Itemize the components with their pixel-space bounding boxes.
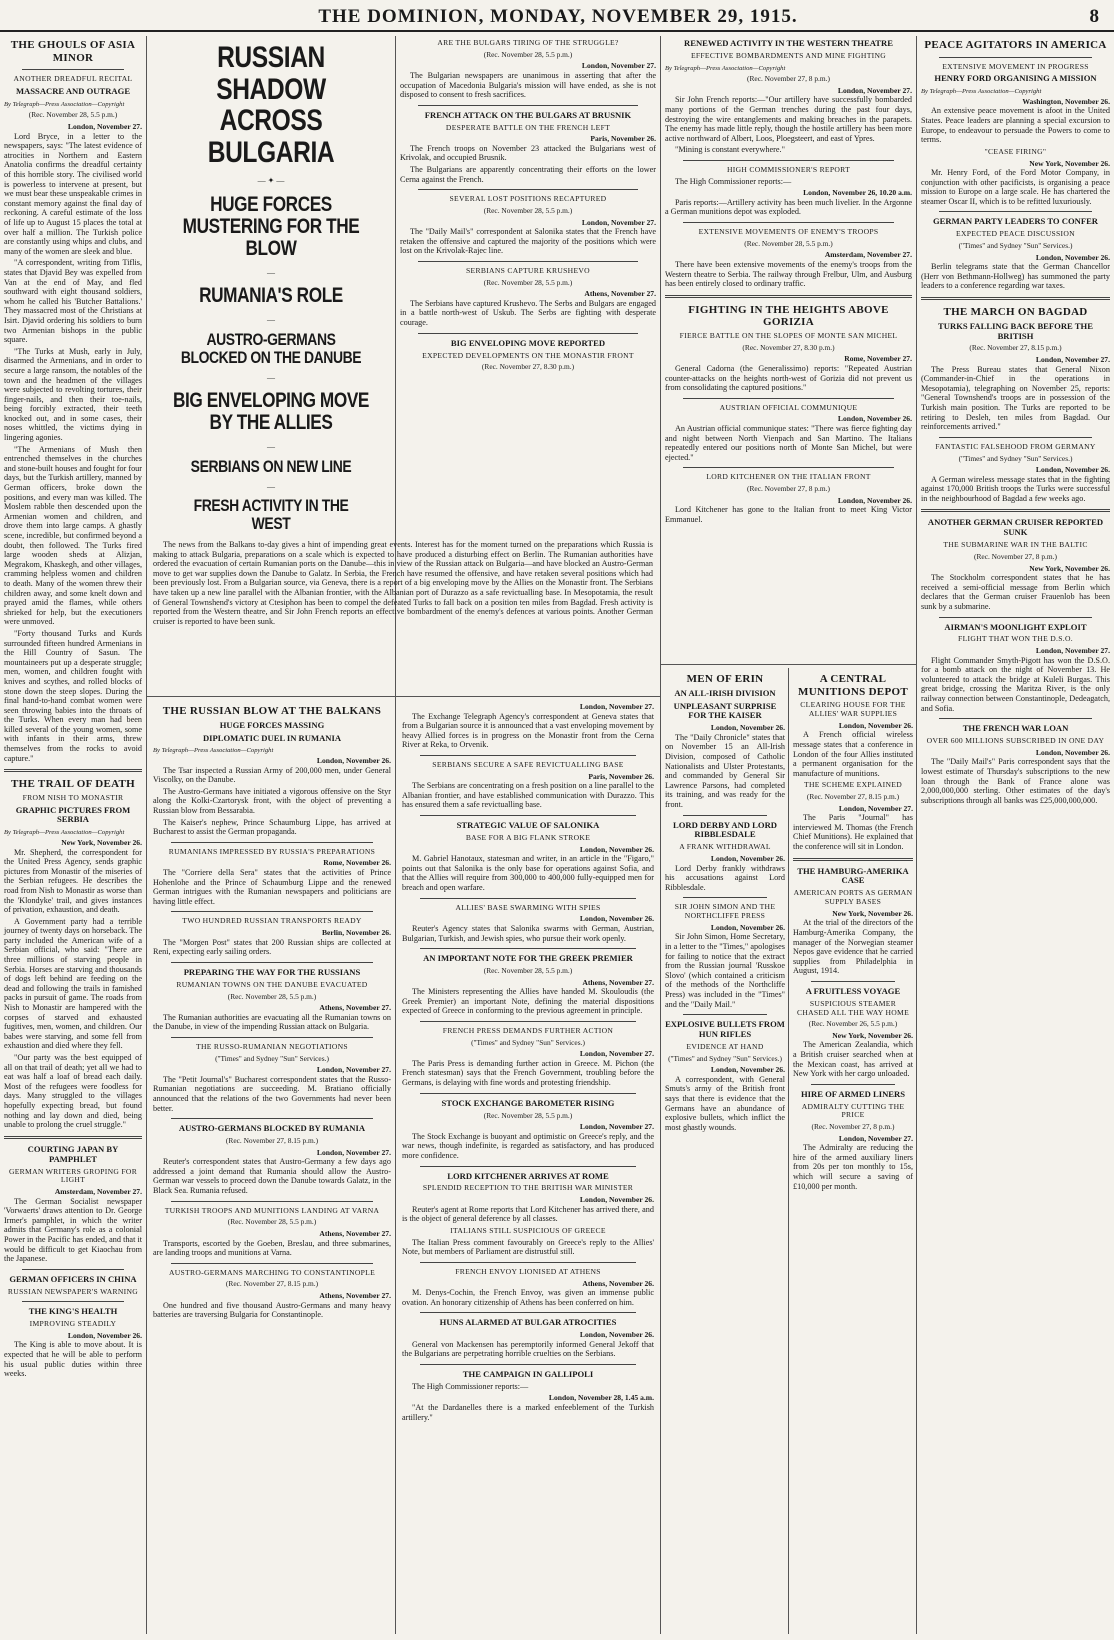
ornament-divider: — — [267, 481, 275, 491]
headline: THE RUSSIAN BLOW AT THE BALKANS — [162, 705, 382, 717]
subheadline: SPLENDID RECEPTION TO THE BRITISH WAR MINISTER — [422, 1183, 634, 1193]
received-line: (Rec. November 28, 5.5 p.m.) — [483, 1110, 573, 1120]
received-line: ("Times" and Sydney "Sun" Services.) — [958, 241, 1073, 251]
article-paragraph: The Stockholm correspondent states that he has received a semi-official message from Berlin which declares that the German cruiser Frauenlob has been sunk by a submarine. — [921, 573, 1110, 611]
dateline: London, November 26. — [1035, 747, 1110, 757]
article-paragraph: The "Corriere della Sera" states that the activities of Prince Hohenlohe and the Prince of Schaumburg Lippe and the renewed German intrigues with the Rumanian newspapers and politicians are having little effect. — [153, 868, 391, 906]
divider — [420, 1312, 636, 1313]
column-3-upper — [396, 36, 660, 536]
headline: FRENCH ATTACK ON THE BULGARS AT BRUSNIK — [424, 109, 632, 120]
article-paragraph: A correspondent, with General Smuts's army of the British front says that there is evidence that the Germans have an abundance of explosive bullets, which inflict the most ghastly wounds. — [665, 1074, 785, 1132]
headline: RENEWED ACTIVITY IN THE WESTERN THEATRE — [684, 38, 893, 48]
dateline: London, November 26. — [838, 720, 913, 730]
divider — [22, 1301, 124, 1302]
dateline: London, November 26. — [837, 414, 912, 424]
subheadline: HENRY FORD ORGANISING A MISSION — [934, 73, 1097, 84]
received-line: ("Times" and Sydney "Sun" Services.) — [215, 1053, 329, 1063]
divider — [420, 1166, 636, 1167]
dateline: London, November 28, 1.45 a.m. — [548, 1393, 654, 1403]
dateline: New York, November 26. — [1029, 563, 1110, 573]
headline: THE FRENCH WAR LOAN — [962, 723, 1069, 734]
divider — [665, 295, 912, 298]
headline: BIG ENVELOPING MOVE REPORTED — [450, 337, 606, 348]
ornament-divider: — — [267, 442, 275, 452]
divider — [683, 467, 894, 468]
article-paragraph: "Mining is constant everywhere." — [675, 145, 785, 155]
divider — [418, 189, 638, 190]
subheadline: TURKS FALLING BACK BEFORE THE BRITISH — [938, 320, 1093, 341]
subheadline: EXPECTED PEACE DISCUSSION — [956, 229, 1075, 239]
divider — [811, 981, 895, 982]
received-line: (Rec. November 28, 5.5 p.m.) — [483, 49, 573, 59]
subheadline: ITALIANS STILL SUSPICIOUS OF GREECE — [450, 1225, 606, 1235]
lead-paragraph: The news from the Balkans to-day gives a hint of impending great events. Interest has for the moment turned on the preparations which Russia is making to attack Bulgaria, preparations on a scale which is expected to have produced a disturbing effect on Berlin. The Rumanian authorities have ordered the evacuation of certain Rumanian ports on the Danube—this in view of the Russian attack on Bulgaria—and have blocked an Austro-German move to get war supplies down the Danube to Galatz. In Serbia, the French have resumed the offensive, and have retaken several positions which had been previously lost. From a Bulgarian source, via Geneva, there is a report of a big enveloping move by the Allies on the Monastir front. The Serbians have taken up a new line parallel with the Albanian frontier, with the Albanian port of Durazzo as a safe revictualling base. In Mesopotamia, the result of General Townshend's victory at Ctesiphon has been to compel the defeated Turks to fall back on a position ten miles from Bagdad. Fresh activity is reported from the Western theatre, and Sir John French reports an effective bombardment of the enemy's defences at various points. Another German cruiser is reported to have been sunk. — [153, 540, 653, 626]
headline: BIG ENVELOPING MOVE BY THE ALLIES — [172, 389, 370, 435]
article-paragraph: Lord Kitchener has gone to the Italian front to meet King Victor Emmanuel. — [665, 505, 912, 524]
credit-line: By Telegraph—Press Association—Copyright — [4, 100, 125, 108]
credit-line: By Telegraph—Press Association—Copyright — [153, 747, 274, 755]
headline: THE RUSSO-RUMANIAN NEGOTIATIONS — [196, 1041, 348, 1051]
article-paragraph: Reuter's agent at Rome reports that Lord Kitchener has arrived there, and is the object of general deference by all classes. — [402, 1204, 654, 1224]
received-line: (Rec. November 27, 8 p.m.) — [747, 484, 830, 494]
subheadline: AMERICAN PORTS AS GERMAN SUPPLY BASES — [793, 888, 913, 907]
article-paragraph: The Paris Press is demanding further action in Greece. M. Pichon (the French statesman) says that the French Government, troubling before the Germans, is delaying with fine words and protesting friendship. — [402, 1058, 654, 1088]
headline: HIGH COMMISSIONER'S REPORT — [726, 164, 851, 174]
received-line: ("Times" and Sydney "Sun" Services.) — [471, 1037, 585, 1047]
divider — [171, 962, 373, 963]
headline: ANOTHER GERMAN CRUISER REPORTED SUNK — [927, 517, 1104, 538]
article-paragraph: A German wireless message states that in the fighting against 170,000 British troops the Turks were successful in the neighbourhood of Bagdad a few weeks ago. — [921, 474, 1110, 503]
dateline: London, November 26. — [710, 922, 785, 932]
article-paragraph: The American Zealandia, which a British cruiser searched when at the Mexican coast, has arrived at New York with her cargo unloaded. — [793, 1040, 913, 1079]
article-paragraph: The Paris "Journal" has interviewed M. Thomas (the French Chief Munitions). He explained that the conference will sit in London. — [793, 813, 913, 851]
subheadline: MASSACRE AND OUTRAGE — [15, 86, 131, 96]
headline: STOCK EXCHANGE BAROMETER RISING — [441, 1097, 615, 1108]
headline: PREPARING THE WAY FOR THE RUSSIANS — [183, 966, 361, 977]
article-paragraph: The French troops on November 23 attacked the Bulgarians west of Krivolak, and occupied Brusnik. — [400, 143, 656, 163]
article-paragraph: The "Morgen Post" states that 200 Russian ships are collected at Reni, expecting early sailing orders. — [153, 937, 391, 957]
article-paragraph: General von Mackensen has peremptorily informed General Jekoff that the Bulgarians are perpetrating horrible cruelties on the Serbians. — [402, 1339, 654, 1359]
dateline: Rome, November 26. — [323, 858, 391, 868]
article-paragraph: The High Commissioner reports:— — [412, 1381, 529, 1391]
article-paragraph: Transports, escorted by the Goeben, Breslau, and three submarines, are landing troops and munitions at Varna. — [153, 1238, 391, 1258]
article-paragraph: "The Armenians of Mush then entrenched themselves in the churches and stone-built houses and fought for four days, but the Turkish artillery, manned by German officers, broke down the positions, and every man was killed. The Moslem rabble then descended upon the Armenian women and children, and drove them into large camps. A ghastly scene, incredible, but confirmed beyond a doubt, then followed. The Turks fired large wooden sheds at Alizjan, Megrakom, Khaskegh, and other villages, cramming helpless women and children to death. Many of the women threw their children away, and some knelt down and prayed amid the flames, while others shrieked for help, but the executioners were unmoved. — [4, 444, 142, 627]
dateline: London, November 26. — [316, 755, 391, 765]
article-paragraph: The Admiralty are reducing the hire of the armed auxiliary liners from 20s per ton monthly to 15s, which will secure a saving of £10,000 per month. — [793, 1143, 913, 1191]
divider — [420, 898, 636, 899]
headline: GERMAN OFFICERS IN CHINA — [9, 1273, 137, 1284]
dateline: London, November 26. — [710, 1065, 785, 1075]
received-line: (Rec. November 26, 5.5 p.m.) — [808, 1019, 898, 1029]
received-line: (Rec. November 27, 8.30 p.m.) — [481, 362, 575, 372]
article-paragraph: Sir John French reports:—"Our artillery have successfully bombarded many portions of the German trenches during the past four days, destroying the wire entanglements and making breaches in the parapets. The enemy has made little reply, though the hostile artillery has been more active northward of Albert, Loos, Ploegsteert, and east of Ypres. — [665, 95, 912, 143]
headline: THE MARCH ON BAGDAD — [943, 306, 1088, 319]
dateline: London, November 27. — [838, 1133, 913, 1143]
lead-summary — [150, 540, 656, 628]
headline: AIRMAN'S MOONLIGHT EXPLOIT — [944, 621, 1087, 632]
received-line: (Rec. November 27, 8.15 p.m.) — [969, 343, 1062, 353]
article-paragraph: The Kaiser's nephew, Prince Schaumburg Lippe, has arrived at Bucharest to assist the German propaganda. — [153, 817, 391, 837]
ornament-divider: — — [267, 315, 275, 325]
article-paragraph: The German Socialist newspaper 'Vorwaerts' draws attention to Dr. George Irmer's pamphlet, in which the writer admits that Germany's role as a colonial Power in the Pacific has ended, and that it would be difficult to get Kiaochau from the Japanese. — [4, 1196, 142, 1264]
divider — [683, 1014, 767, 1015]
headline: RUMANIA'S ROLE — [199, 284, 343, 308]
article-paragraph: "A correspondent, writing from Tiflis, states that Djavid Bey was expelled from Van at the end of May, and fled southward with eight thousand soldiers, whom he called his 'Butcher Battalions.' They massacred most of the Christians at Isirt. Djavid ordering his soldiers to burn two Armenian bishops in the public square. — [4, 258, 142, 345]
subheadline: AN ALL-IRISH DIVISION — [674, 687, 776, 698]
dateline: London, November 27. — [1035, 355, 1110, 365]
divider — [418, 105, 638, 106]
headline: RUMANIANS IMPRESSED BY RUSSIA'S PREPARATIONS — [168, 846, 376, 856]
dateline: Paris, November 26. — [588, 771, 654, 781]
received-line: (Rec. November 27, 8.30 p.m.) — [742, 342, 835, 352]
divider — [171, 1118, 373, 1119]
column-3-lower — [399, 702, 657, 1630]
divider — [171, 1263, 373, 1264]
dateline: London, November 26. — [579, 914, 654, 924]
headline: FRENCH PRESS DEMANDS FURTHER ACTION — [442, 1025, 614, 1035]
dateline: Athens, November 27. — [319, 1003, 391, 1013]
dateline: London, November 27. — [67, 122, 142, 132]
credit-line: By Telegraph—Press Association—Copyright — [4, 829, 125, 837]
headline: FIGHTING IN THE HEIGHTS ABOVE GORIZIA — [688, 303, 889, 329]
article-paragraph: Paris reports:—Artillery activity has been much livelier. In the Argonne a German munitions depot was exploded. — [665, 197, 912, 217]
divider — [921, 509, 1110, 512]
dateline: London, November 26. — [710, 854, 785, 864]
dateline: Amsterdam, November 27. — [54, 1186, 142, 1196]
headline: ARE THE BULGARS TIRING OF THE STRUGGLE? — [437, 38, 619, 47]
article-paragraph: Berlin telegrams state that the German Chancellor (Herr von Bethmann-Hollweg) has summoned the party leaders to a conference regarding war taxes. — [921, 262, 1110, 291]
article-paragraph: "At the Dardanelles there is a marked enfeeblement of the Turkish artillery." — [402, 1403, 654, 1422]
article-paragraph: The Ministers representing the Allies have handed M. Skouloudis (the Greek Premier) an important Note, defining the material dispositions expected of Greece in conforming to the previous agreement in principle. — [402, 987, 654, 1016]
article-paragraph: Reuter's correspondent states that Austro-Germany a few days ago addressed a joint demand that Rumania should allow the Austro-German war vessels to proceed down the Danube towards Galatz, in the Black Sea. Rumania refused. — [153, 1157, 391, 1196]
article-paragraph: Mr. Shepherd, the correspondent for the United Press Agency, sends graphic pictures from Monastir of the miseries of the Serbian refugees. He describes the road from Nish to Monastir as worse than the 'Klondyke' trail, and gives instances of privation, exhaustion, and death. — [4, 847, 142, 915]
divider — [683, 398, 894, 399]
subheadline: "CEASE FIRING" — [984, 146, 1047, 156]
headline: THE GHOULS OF ASIA MINOR — [10, 39, 136, 64]
article-paragraph: An extensive peace movement is afoot in the United States. Peace leaders are planning a special excursion to Europe, to endeavour to persuade the Powers to come to terms. — [921, 106, 1110, 145]
divider — [793, 858, 913, 861]
subheadline: OVER 600 MILLIONS SUBSCRIBED IN ONE DAY — [926, 736, 1105, 746]
dateline: New York, November 26. — [832, 908, 913, 918]
subheadline: A FRANK WITHDRAWAL — [679, 842, 771, 852]
article-paragraph: The High Commissioner reports:— — [675, 176, 792, 186]
subheadline: THE SCHEME EXPLAINED — [804, 780, 902, 790]
divider — [939, 718, 1092, 719]
article-paragraph: The "Daily Mail's" correspondent at Salonika states that the French have retaken the offensive and captured the majority of the positions which were lost on the Krivolak-Rajec line. — [400, 227, 656, 256]
headline: ALLIES' BASE SWARMING WITH SPIES — [455, 902, 601, 912]
article-paragraph: The Serbians are concentrating on a fresh position on a line parallel to the Albanian frontier, and have established communication with Durazzo. This has ensured them a safe revictualling base. — [402, 781, 654, 810]
article-paragraph: The "Petit Journal's" Bucharest correspondent states that the Russo-Rumanian negotiations are succeeding. M. Bratiano officially announced that the relations of the two Governments had never been better. — [153, 1074, 391, 1113]
dateline: Berlin, November 26. — [321, 928, 391, 938]
divider — [420, 1262, 636, 1263]
headline: FRESH ACTIVITY IN THE WEST — [193, 496, 349, 534]
divider — [939, 437, 1092, 438]
headline: STRATEGIC VALUE OF SALONIKA — [456, 820, 600, 831]
divider — [171, 842, 373, 843]
headline: LORD DERBY AND LORD RIBBLESDALE — [672, 819, 777, 840]
received-line: (Rec. November 27, 8.15 p.m.) — [225, 1279, 319, 1289]
headline: A CENTRAL MUNITIONS DEPOT — [798, 673, 908, 698]
divider — [171, 1201, 373, 1202]
headline: HUNS ALARMED AT BULGAR ATROCITIES — [439, 1317, 617, 1328]
article-paragraph: At the trial of the directors of the Hamburg-Amerika Company, the manager of the Norwegian steamer Nepos gave evidence that he carried supplies from Philadelphia in August, 1914. — [793, 918, 913, 976]
dateline: London, November 27. — [838, 803, 913, 813]
received-line: (Rec. November 28, 5.5 p.m.) — [744, 238, 833, 248]
headline: AUSTRO-GERMANS MARCHING TO CONSTANTINOPLE — [168, 1267, 376, 1277]
received-line: (Rec. November 28, 5.5 p.m.) — [483, 966, 573, 975]
dateline: New York, November 26. — [61, 837, 142, 847]
article-paragraph: The Rumanian authorities are evacuating all the Rumanian towns on the Danube, in view of the impending Russian attack on Bulgaria. — [153, 1012, 391, 1032]
headline: SERBIANS SECURE A SAFE REVICTUALLING BASE — [432, 759, 624, 769]
headline: FRENCH ENVOY LIONISED AT ATHENS — [455, 1266, 601, 1276]
dateline: Rome, November 27. — [844, 354, 912, 364]
article-paragraph: An Austrian official communique states: "There was fierce fighting day and night between North Vienpach and San Martino. The Italians repeatedly entered our positions north of Monte San Michel, but were ejected." — [665, 424, 912, 462]
headline: SERBIANS ON NEW LINE — [190, 456, 352, 476]
article-paragraph: The Bulgarian newspapers are unanimous in asserting that after the occupation of Macedonia Bulgaria's mission will have ended, as she is not disposed to consent to fresh sacrifices. — [400, 70, 656, 100]
subheadline: FROM NISH TO MONASTIR — [22, 792, 124, 802]
dateline: London, November 27. — [579, 702, 654, 711]
article-paragraph: The King is able to move about. It is expected that he will be able to perform his usual public duties within three weeks. — [4, 1340, 142, 1379]
article-paragraph: "Our party was the best equipped of all on that trail of death; yet all we had to eat was half a loaf of bread each daily. Most of the refugees were foodless for days. Many struggled to the villages hopefully expecting bread, but found nothing and lay down and died, being unable to prolong the cruel struggle." — [4, 1053, 142, 1130]
column-2-lower — [150, 702, 394, 1630]
subheadline: DESPERATE BATTLE ON THE FRENCH LEFT — [445, 122, 611, 132]
divider — [4, 769, 142, 772]
credit-line: By Telegraph—Press Association—Copyright — [921, 88, 1042, 96]
received-line: (Rec. November 27, 8 p.m.) — [747, 74, 830, 84]
dateline: London, November 27. — [1035, 646, 1110, 656]
headline: FANTASTIC FALSEHOOD FROM GERMANY — [935, 441, 1096, 451]
divider — [661, 664, 916, 665]
headline: AUSTRO-GERMANS BLOCKED BY RUMANIA — [178, 1123, 366, 1134]
dateline: London, November 26. — [579, 844, 654, 854]
subheadline: THE SUBMARINE WAR IN THE BALTIC — [943, 540, 1088, 550]
subheadline: GERMAN WRITERS GROPING FOR LIGHT — [8, 1166, 138, 1185]
subheadline: ANOTHER DREADFUL RECITAL — [13, 74, 133, 84]
divider — [22, 1269, 124, 1270]
subheadline: FLIGHT THAT WON THE D.S.O. — [958, 634, 1073, 644]
column-rule — [788, 668, 789, 1634]
divider — [147, 696, 660, 697]
headline: EXTENSIVE MOVEMENTS OF ENEMY'S TROOPS — [698, 227, 879, 237]
dateline: London, November 27. — [579, 1122, 654, 1132]
dateline: Amsterdam, November 27. — [824, 250, 912, 260]
article-paragraph: General Cadorna (the Generalissimo) reports: "Repeated Austrian counter-attacks on the heights north-west of Gorizia did not prevent us from consolidating the captured positions." — [665, 363, 912, 393]
headline: EXPLOSIVE BULLETS FROM HUN RIFLES — [665, 1019, 785, 1040]
column-4-lower-right — [790, 670, 916, 1630]
divider — [420, 1093, 636, 1094]
subheadline: FIERCE BATTLE ON THE SLOPES OF MONTE SAN MICHEL — [679, 331, 898, 340]
headline: TURKISH TROOPS AND MUNITIONS LANDING AT VARNA — [164, 1205, 380, 1215]
article-paragraph: The Press Bureau states that General Nixon (Commander-in-Chief in the operations in Mesopotamia), telegraphing on November 25, reports: "General Townshend's troops are in possession of the Turkish main position. The Turks are reported to be retiring to Desleh, ten miles from Bagdad. Our reinforcements arrived." — [921, 364, 1110, 432]
headline: AUSTRO-GERMANS BLOCKED ON THE DANUBE — [180, 329, 362, 367]
divider — [420, 948, 636, 949]
divider — [683, 160, 894, 161]
dateline: London, November 26. — [1035, 465, 1110, 475]
received-line: (Rec. November 27, 8 p.m.) — [974, 551, 1057, 561]
subheadline: RUSSIAN NEWSPAPER'S WARNING — [7, 1286, 139, 1296]
ornament-divider: — — [267, 267, 275, 277]
ornament-divider: — ✦ — — [257, 176, 285, 185]
headline: AN IMPORTANT NOTE FOR THE GREEK PREMIER — [423, 953, 633, 964]
headline: THE HAMBURG-AMERIKA CASE — [797, 865, 909, 886]
masthead-title: THE DOMINION, MONDAY, NOVEMBER 29, 1915. — [318, 6, 798, 27]
divider — [4, 1136, 142, 1139]
subheadline: EVIDENCE AT HAND — [686, 1041, 764, 1051]
divider — [811, 1084, 895, 1085]
dateline: London, November 27. — [579, 1049, 654, 1059]
masthead — [0, 0, 1114, 32]
subheadline: EFFECTIVE BOMBARDMENTS AND MINE FIGHTING — [690, 50, 887, 60]
main-headline: RUSSIAN SHADOW ACROSS BULGARIA — [207, 41, 335, 169]
dateline: Athens, November 26. — [582, 1278, 654, 1288]
article-paragraph: The Exchange Telegraph Agency's correspondent at Geneva states that from a Bulgarian source it is announced that a vast enveloping movement by heavy Allied forces is in progress on the Monastir front from the Cerna River at Reka, to Orvenik. — [402, 711, 654, 750]
article-paragraph: "Forty thousand Turks and Kurds surrounded fifteen hundred Armenians in the Hill Country of Sasun. The mountaineers put up a desperate struggle; men, women, and children fought with knives and scythes, and rolled blocks of stone down the steep slopes. During the final hand-to-hand combat women were seen throwing babies into the throats of the Turks. When every man had been killed several of the young women, some with infants in their arms, threw themselves from the rocks to avoid capture." — [4, 628, 142, 763]
headline: SIR JOHN SIMON AND THE NORTHCLIFFE PRESS — [674, 902, 776, 921]
dateline: London, November 27. — [316, 1065, 391, 1075]
received-line: ("Times" and Sydney "Sun" Services.) — [958, 453, 1073, 463]
headline: GERMAN PARTY LEADERS TO CONFER — [932, 216, 1099, 227]
dateline: London, November 27. — [581, 61, 656, 71]
dateline: Athens, November 27. — [584, 289, 656, 299]
dateline: London, November 26. — [67, 1330, 142, 1340]
article-paragraph: A Government party had a terrible journey of twenty days on horseback. The party included the American wife of a Serbian official, who said: "There are three millions of starving people in Serbia. Horses are starving and thousands of dogs left behind are feeding on the dead and following the trails in famished packs in pursuit of game. The roads from Nish to Monastir are hampered with the corpses of starved and exhausted fugitives, men, women, and children. Our babes were starving, and some fell from exhaustion and died where they fell. — [4, 916, 142, 1051]
article-paragraph: M. Denys-Cochin, the French Envoy, was given an immense public ovation. An honorary citizenship of Athens has been conferred on him. — [402, 1288, 654, 1307]
headline: HUGE FORCES MUSTERING FOR THE BLOW — [182, 192, 360, 260]
dateline: London, November 26. — [710, 723, 785, 733]
dateline: London, November 27. — [837, 85, 912, 95]
article-paragraph: The "Daily Mail's" Paris correspondent says that the lowest estimate of Thursday's subscriptions to the new loan through the Bank of France alone was 2,000,000,000 sterling. Other estimates of the day's subscriptions through all banks was £25,000,000,000. — [921, 757, 1110, 805]
subheadline: DIPLOMATIC DUEL IN RUMANIA — [202, 732, 342, 743]
article-paragraph: The Italian Press comment favourably on Greece's reply to the Allies' Note, but members of Parliament are distrustful still. — [402, 1237, 654, 1257]
page-number: 8 — [1089, 6, 1100, 27]
dateline: London, November 26. — [579, 1195, 654, 1205]
dateline: New York, November 26. — [832, 1030, 913, 1040]
received-line: (Rec. November 27, 8 p.m.) — [811, 1122, 895, 1132]
article-paragraph: Sir John Simon, Home Secretary, in a letter to the "Times," apologises for failing to notice that the extract from the Russian journal 'Russkoe Slovo' (which contained a criticism of the methods of the Northcliffe Press) was included in the "Times" and the "Daily Mail." — [665, 932, 785, 1009]
headline: THE KING'S HEALTH — [28, 1306, 118, 1317]
headline: HIRE OF ARMED LINERS — [800, 1088, 905, 1099]
subheadline: SUSPICIOUS STEAMER CHASED ALL THE WAY HOME — [796, 998, 910, 1017]
dateline: Athens, November 27. — [582, 977, 654, 987]
dateline: Washington, November 26. — [1022, 96, 1110, 106]
received-line: (Rec. November 28, 5.5 p.m.) — [227, 991, 317, 1001]
article-paragraph: The Stock Exchange is buoyant and optimistic on Greece's reply, and the war news, though indefinite, is regarded as satisfactory, and has produced more confidence. — [402, 1131, 654, 1160]
subheadline: BASE FOR A BIG FLANK STROKE — [465, 832, 591, 842]
divider — [420, 755, 636, 756]
divider — [939, 617, 1092, 618]
headline: TWO HUNDRED RUSSIAN TRANSPORTS READY — [182, 916, 362, 926]
received-line: (Rec. November 28, 5.5 p.m.) — [227, 1217, 317, 1227]
article-paragraph: "The Turks at Mush, early in July, disarmed the Armenians, and in order to secure a large ransom, the notables of the town and the headmen of the villages were subjected to revolting tortures, their finger-nails, and then their toe-nails, being forcibly extracted, their teeth knocked out, and in some cases, their noses whittled, the victims dying in lingering agonies. — [4, 346, 142, 443]
subheadline: RUMANIAN TOWNS ON THE DANUBE EVACUATED — [176, 979, 368, 989]
article-paragraph: Mr. Henry Ford, of the Ford Motor Company, in conjunction with other pacificists, is organising a peace mission to Europe on a large scale. He has chartered the steamer Oscar II, which is to be refitted luxuriously. — [921, 168, 1110, 206]
divider — [418, 333, 638, 334]
divider — [420, 1364, 636, 1365]
article-paragraph: The Serbians have captured Krushevo. The Serbs and Bulgars are engaged in a battle north-west of Uskub. The Serbs are fighting with desperate courage. — [400, 298, 656, 328]
divider — [420, 1021, 636, 1022]
divider — [418, 261, 638, 262]
column-4-upper — [661, 36, 916, 656]
article-paragraph: M. Gabriel Hanotaux, statesman and writer, in an article in the "Figaro," points out that Salonika is the only base for operations against Sofia, and that the Allies will require from 300,000 to 400,000 fully-equipped men for breach and open warfare. — [402, 854, 654, 893]
received-line: ("Times" and Sydney "Sun" Services.) — [668, 1053, 782, 1063]
received-line: (Rec. November 27, 8.15 p.m.) — [225, 1136, 319, 1146]
dateline: Athens, November 27. — [319, 1291, 391, 1301]
headline: LORD KITCHENER ARRIVES AT ROME — [447, 1170, 609, 1181]
headline: AUSTRIAN OFFICIAL COMMUNIQUE — [719, 402, 858, 412]
subheadline: CLEARING HOUSE FOR THE ALLIES' WAR SUPPLIES — [800, 700, 906, 718]
article-paragraph: The Bulgarians are apparently concentrating their efforts on the lower Cerna against the French. — [400, 165, 656, 184]
subheadline: UNPLEASANT SURPRISE FOR THE KAISER — [673, 700, 777, 721]
article-paragraph: There have been extensive movements of the enemy's troops from the Western theatre to Serbia. The railway through Frelbur, Ulm, and Ausburg has been entirely closed to ordinary traffic. — [665, 259, 912, 289]
dateline: New York, November 26. — [1029, 158, 1110, 168]
divider — [683, 815, 767, 816]
received-line: (Rec. November 27, 8.15 p.m.) — [806, 792, 900, 801]
dateline: London, November 27. — [581, 217, 656, 227]
subheadline: HUGE FORCES MASSING — [219, 719, 325, 730]
divider — [683, 897, 767, 898]
received-line: (Rec. November 28, 5.5 p.m.) — [483, 277, 573, 287]
divider — [22, 69, 124, 70]
dateline: London, November 26. — [1035, 252, 1110, 262]
divider — [420, 815, 636, 816]
divider — [171, 1037, 373, 1038]
article-paragraph: The Tsar inspected a Russian Army of 200,000 men, under General Viscolky, on the Danube. — [153, 765, 391, 785]
headline: COURTING JAPAN BY PAMPHLET — [27, 1143, 119, 1164]
article-paragraph: The "Daily Chronicle" states that on November 15 an All-Irish Division, composed of Catholic Nationalists and Ulster Protestants, and commanded by General Sir Lawrence Parsons, had completed its training, and was ready for the front. — [665, 732, 785, 810]
dateline: Paris, November 26. — [590, 134, 656, 144]
headline: SERBIANS CAPTURE KRUSHEVO — [466, 265, 590, 275]
headline: THE CAMPAIGN IN GALLIPOLI — [462, 1368, 594, 1379]
received-line: (Rec. November 28, 5.5 p.m.) — [28, 110, 118, 120]
subheadline: GRAPHIC PICTURES FROM SERBIA — [15, 804, 131, 825]
article-paragraph: Reuter's Agency states that Salonika swarms with German, Austrian, Bulgarian, Turkish, and Jewish spies, who pursue their work openly. — [402, 923, 654, 943]
dateline: London, November 26, 10.20 a.m. — [803, 188, 912, 198]
divider — [939, 211, 1092, 212]
subheadline: IMPROVING STEADILY — [29, 1319, 117, 1329]
subheadline: EXPECTED DEVELOPMENTS ON THE MONASTIR FRONT — [422, 350, 634, 360]
dateline: Athens, November 27. — [319, 1228, 391, 1238]
headline: PEACE AGITATORS IN AMERICA — [924, 39, 1107, 51]
received-line: (Rec. November 28, 5.5 p.m.) — [483, 205, 573, 215]
credit-line: By Telegraph—Press Association—Copyright — [665, 64, 786, 72]
dateline: London, November 26. — [837, 495, 912, 505]
ornament-divider: — — [267, 372, 275, 382]
divider — [921, 297, 1110, 300]
article-paragraph: Lord Derby frankly withdraws his accusations against Lord Ribblesdale. — [665, 863, 785, 892]
article-paragraph: One hundred and five thousand Austro-Germans and many heavy batteries are traversing Bulgaria for Constantinople. — [153, 1300, 391, 1320]
column-4-lower-left — [662, 670, 788, 1630]
headline: LORD KITCHENER ON THE ITALIAN FRONT — [706, 472, 871, 482]
headline: SEVERAL LOST POSITIONS RECAPTURED — [449, 194, 607, 204]
subheadline: EXTENSIVE MOVEMENT IN PROGRESS — [942, 61, 1089, 71]
article-paragraph: Flight Commander Smyth-Pigott has won the D.S.O. for a bomb attack on the night of November 13. He volunteered to attack the bridge at Kuleli Burgas. This great bridge, crossing the Maritza River, is the only railway connection between Constantinople, Dedeagatch, and Sofia. — [921, 655, 1110, 713]
headline: THE TRAIL OF DEATH — [10, 778, 136, 791]
article-paragraph: The Austro-Germans have initiated a vigorous offensive on the Styr along the Kolki-Czartorysk front, with the object of preventing a Russian blow from Bessarabia. — [153, 786, 391, 815]
headline: A FRUITLESS VOYAGE — [805, 985, 901, 996]
divider — [683, 222, 894, 223]
headline: MEN OF ERIN — [686, 673, 764, 685]
subheadline: ADMIRALTY CUTTING THE PRICE — [801, 1101, 905, 1120]
column-1 — [0, 36, 146, 1632]
article-paragraph: A French official wireless message states that a conference in London of the four Allies instituted a permanent organisation for the manufacture of munitions. — [793, 730, 913, 778]
column-6 — [917, 36, 1114, 1632]
dateline: London, November 27. — [316, 1147, 391, 1157]
dateline: London, November 26. — [579, 1330, 654, 1340]
article-paragraph: Lord Bryce, in a letter to the newspapers, says: "The latest evidence of atrocities in Northern and Eastern Anatolia confirms the dreadful certainty of this horrible story. The civilised world is powerless to intervene at present, but we must bear these unspeakable crimes in constant memory against the final day of reckoning. A careful estimate of the loss of life up to August 15 places the total at over half a million. The Turkish police are constantly using whips and clubs, and many of the women are sleek and blue. — [4, 131, 142, 256]
divider — [939, 57, 1092, 58]
divider — [171, 911, 373, 912]
